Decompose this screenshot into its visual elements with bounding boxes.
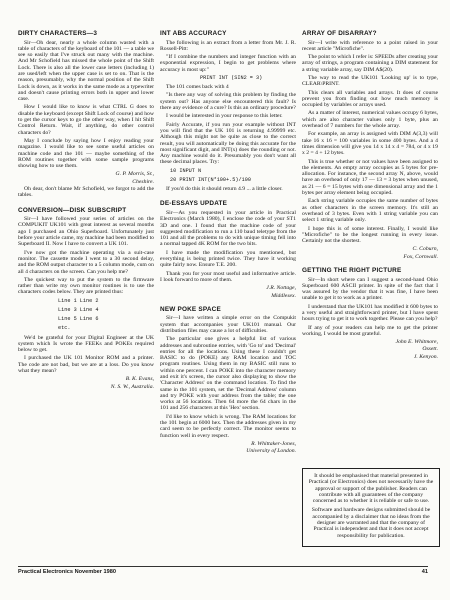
letter-paragraph: As a matter of interest, numerical values occupy 6 bytes, which are also character values only 1 byte, plus an overhead of 7 numbers for the whole array. [302,110,438,130]
code-line: 10 INPUT N [170,167,202,174]
heading-conversion: CONVERSION—DISK SUBSCRIPT [18,206,127,214]
column-left [18,30,154,391]
signature-place: Cheshire. [132,178,154,185]
letter-paragraph: I purchased the UK 101 Monitor ROM and a printer. The code are not bad, but we are at a loss. Do you know what they mean? [18,355,154,374]
letter-paragraph: Sir—As you requested in your article in Practical Electronics (March 1980), I enclose the code of your ST1 3D and one. I found that the machine code of your suggested modification to run a 110 baud teletype from the 101 and all the problems to do with unique timing fell into a normal tapped 4K ROM for the two bits. [160,209,296,248]
letter-paragraph: I have made the modification you mentioned, but everything is being printed twice. They have it working quite fairly now. Ensure T.E. 200. [160,249,296,269]
letter-paragraph: The way to read the UK101 'Looking up' is to type, CLEAR\PRINT. [302,74,438,88]
letter-paragraph: The following is an extract from a letter from Mr. J. R. Rossell-Pitt: [160,39,296,52]
letter-paragraph: "If I combine the numbers and integer function with an exponential expression, I begin to get problems where accuracy is most up:" [160,54,296,73]
disclaimer-box [302,468,440,547]
letter-paragraph: The 101 comes back with 4 [166,84,229,91]
heading-dirty-characters: DIRTY CHARACTERS—3 [18,30,98,37]
letter-paragraph: Thank you for your most useful and informative article. I look forward to more of them. [160,270,296,283]
letter-paragraph: How I would like to know is what CTRL G does to disable the keyboard (except Shift Lock of course) and how to get the cursor keys to go the other way, when I hit Shift Control Return. Wait, if anything, do other control characters do? [18,104,154,136]
disclaimer-paragraph: Software and hardware designs submitted should be accompanied by a disclaimer that no ideas from the designer are warranted and that the company of Practical is independent and that it does not accept responsibility for publication. [311,507,431,539]
page-footer [18,566,428,575]
letter-paragraph: "Is there any way of solving this problem by finding the system out? Has anyone else encountered this fault? Is there any evidence of a cure? Is this an ordinary procedure? [160,92,296,112]
signature-place: Ossett. [422,346,438,353]
code-line: etc. [58,325,71,332]
letter-paragraph: If you'd do this it should return 4.9 ... a little closer. [166,186,283,193]
code-line: Line 5 Line 6 [58,316,99,323]
column-middle [160,30,296,456]
signature-place: Fox, Cornwall. [403,253,438,260]
signature-place: N. S. W., Australia. [110,383,154,390]
heading-int-abs-accuracy: INT ABS ACCURACY [160,30,227,37]
letter-paragraph: Sir—In short where can I suggest a second-hand Ohio Superboard 600 ASCII printer. In spite of the fact that I was assured by the vendor that it was fine, I have been unable to get it to work as a printer. [302,276,438,302]
heading-array-of-disarray: ARRAY OF DISARRAY? [302,30,377,37]
signature-name: J. Kenyon. [413,353,438,360]
signature-name: John E. Whitmore, [395,339,438,346]
footer-publication: Practical Electronics November 1980 [18,569,116,575]
letter-paragraph: We'd be grateful for your Digital Engineer at the UK system which Is wrote the FEEKs and POKEs required below to get. [18,334,154,354]
page-number: 41 [421,569,428,575]
code-line: PRINT INT (SIN2 = 3) [200,74,263,81]
signature-place: Middlesex. [271,292,296,299]
heading-getting-the-right-picture: GETTING THE RIGHT PICTURE [302,267,402,274]
heading-new-poke-space: NEW POKE SPACE [160,305,221,313]
letter-paragraph: I hope this is of some interest. Finally, I would like "Microfiche" to be the longest running in every issue. Certainly not the shortest. [302,225,438,245]
heading-de-essays-update: DE-ESSAYS UPDATE [160,200,228,208]
editor-reply: Oh dear, don't blame Mr Schofield, we forgot to add the tables. [18,186,154,199]
letter-paragraph: The particular one gives a helpful list of various addresses and subroutine entries, with 'Go to' and 'Decimal' entries for all the locations. Using these I couldn't get BASIC to do (POKE) any RAM location and TOC program routines. Using them in my BASIC still runs to within one percent. I can POKE into the character memory and exit it's screen, the cursor also displaying to show the 'Character Address' on the command location. To find the same in the 101 system, set the 'Decimal Address' column and try POKE with your address from the table; the one works at 56 locations. Then 64 more the 64 chars in the 101 and 256 characters at this 'Hex' section. [160,336,296,412]
signature-name: B. K. Evans, [125,376,154,383]
letter-paragraph: This clears all variables and arrays. It does of course prevent you from finding out how much memory is occupied by variables or arrays used. [302,89,438,109]
letter-paragraph: If any of your readers can help me to get the printer working, I would be most grateful. [302,324,438,337]
letter-paragraph: I've now got the machine operating via a suit-case monitor. The cassette mode I went to a 30 second delay, and the ROM output character to a 5 column mode, cum on all 4 characters on the screen. Can you help me? [18,249,154,275]
letter-paragraph: Sir—Oh dear, nearly a whole column wasted with a table of characters of the keyboard of the 101 — a table we see so easily that I've struck out many with the machine. And Mr Schofield has missed the whole point of the Shift Lock. There is also all the lower case letters (including 1) are used/left when the upper case is set to on. That is the reason, presumably, why the normal position of the Shift Lock is down, as it works in the same mode as a typewriter and doesn't cause printing errors both in upper and lower case. [18,39,154,103]
letter-paragraph: I understand that the UK101 has modified it 600 bytes to a very useful and straightforward printer, but I have spent hours trying to get it to work together. Please can you help? [302,303,438,323]
code-line: 20 PRINT INT(N*100+.5)/100 [170,176,251,183]
signature-name: R. Whittaker-Jones, [251,440,296,447]
letter-paragraph: May I conclude by saying how I enjoy reading your magazine. I would like to see some useful articles on machine code and the 101 — maybe something of the ROM routines together with some sample programs showing how to use them. [18,137,154,170]
letter-paragraph: This is true whether or not values have been assigned to the elements. An empty array occupies as 5 bytes for pre-allocation. For instance, the second array N, above, would have an overhead of only 17 — 13 = 3 bytes when unused, as 21 — 6 = 15 bytes with one dimensional array and the 1 bytes per array element being occupied. [302,158,438,197]
letter-paragraph: Sir—I have followed your series of articles on the COMPUKIT UK101 with great interest as several months ago I purchased an Ohio Superboard. Unfortunately just before your article came, my machine had been modified to Superboard II. Now I have to convert a UK 101. [18,216,154,248]
letter-paragraph: The quickest way to put the system to the firmware rather than write my own monitor routines is to use the characters codes below. They are printed thus: [18,276,154,296]
signature-name: C. Coburn, [412,246,438,253]
letter-paragraph: Each string variable occupies the same number of bytes as other characters in the screen memory. It's still an overhead of 3 bytes. Even with 1 string variable you can select 1 string variable only. [302,198,438,224]
letter-paragraph: I'd like to know which is wrong. The RAM locations for the 101 begin at 6000 hex. Then the addresses given in my card seem to be perfectly correct. The monitor seems to function well in every respect. [160,413,296,439]
signature-place: University of London. [246,448,296,455]
letter-paragraph: The point to which I refer is: SPEEDs after creating your array of strings, a program containing a DIM statement for a string variable array, say DIM A$(20). [302,54,438,73]
code-line: Line 1 Line 2 [58,297,99,304]
letter-paragraph: Sir—I have written a simple error on the Compukit system that accompanies your UK101 manual. Our distribution files may cause a lot of difficulties. [160,315,296,334]
letter-paragraph: Sir—I write with reference to a point raised in your recent article "Microfiche". [302,39,438,52]
signature-name: G. P. Morris, Sr., [115,171,154,178]
letter-paragraph: For example, an array is assigned with DIM A(3,3) will take 16 x 16 = 100 variables in some 400 bytes. And a 4 times dimension will give you 14 x 14 x 4 = 784, or 4 x 19 x 2 = 4 + 12 bytes. [302,131,438,157]
letter-paragraph: I would be interested in your response to this letter. [166,113,283,120]
signature-name: J.R. Nottage, [266,285,296,292]
disclaimer-paragraph: It should be emphasised that material presented in Practical (or Electronics) does not necessarily have the approval or support of the publisher. Readers can contribute with all guarantees of the company concerned as to whether it is reliable or safe to use. [308,473,434,505]
editor-reply: Fairly Accurate, if you run your example without INT you will find that the UK 101 is returning 4.99999 etc. Although this might not be quite as close to the correct result, you will automatically be doing this accurate for the most significant digit, and INT(x) does the rounding or not. Any machine would do it. Presumably you don't want all these decimal places. Try: [160,121,296,166]
code-line: Line 3 Line 4 [58,306,99,313]
column-right [302,30,438,361]
